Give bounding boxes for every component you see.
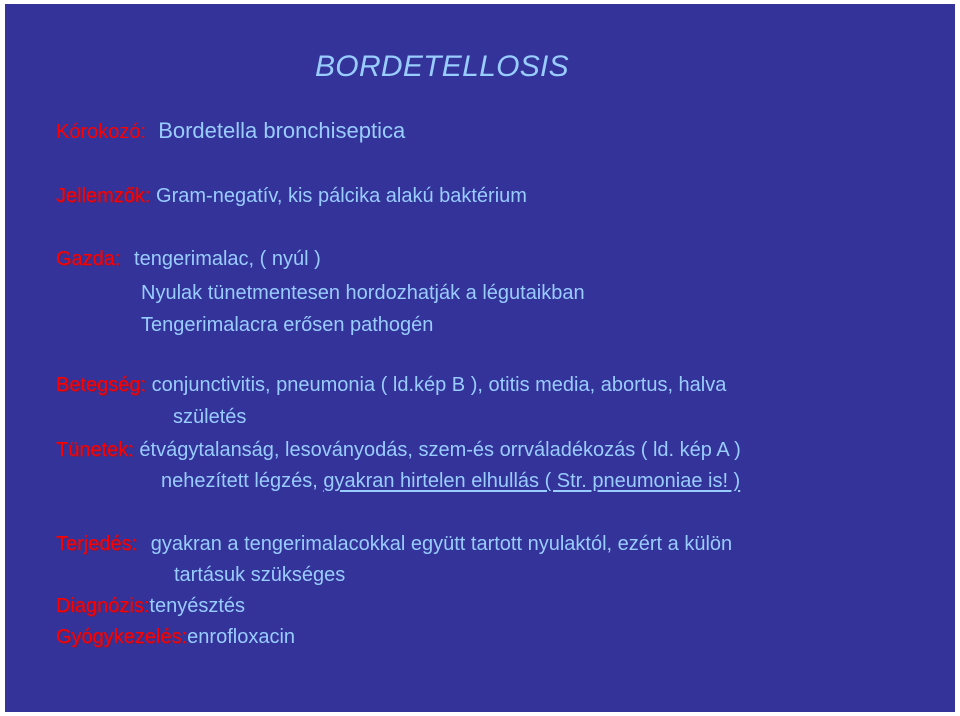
gyogykezeles-line <box>56 627 295 647</box>
betegseg-value: conjunctivitis, pneumonia ( ld.kép B ), otitis media, abortus, halva <box>151 374 727 396</box>
gazda-value: tengerimalac, ( nyúl ) <box>134 248 321 270</box>
gazda-line <box>56 249 321 269</box>
betegseg-line <box>56 375 726 395</box>
gyogykezeles-label: Gyógykezelés: <box>56 626 188 648</box>
tunetek-line <box>56 440 741 460</box>
terjedes-line-2: tartásuk szükséges <box>174 564 346 586</box>
gyogykezeles-value: enrofloxacin <box>187 626 296 648</box>
terjedes-label: Terjedés: <box>56 533 138 555</box>
gazda-line-3: Tengerimalacra erősen pathogén <box>141 314 434 336</box>
korokozo-value: Bordetella bronchiseptica <box>158 118 406 143</box>
korokozo-label: Kórokozó: <box>56 121 147 143</box>
betegseg-line-2: születés <box>173 406 247 428</box>
jellemzok-label: Jellemzők: <box>56 185 151 207</box>
tunetek-label: Tünetek: <box>56 439 134 461</box>
diagnozis-line <box>56 596 245 616</box>
gazda-label: Gazda: <box>56 248 121 270</box>
tunetek-line-2 <box>161 471 740 491</box>
gazda-line-2: Nyulak tünetmentesen hordozhatják a légutaikban <box>141 282 585 304</box>
tunetek-line-2-plain: nehezített légzés, <box>161 470 324 492</box>
jellemzok-value: Gram-negatív, kis pálcika alakú baktérium <box>156 185 527 207</box>
slide <box>5 4 955 712</box>
jellemzok-line <box>56 186 527 206</box>
betegseg-label: Betegség: <box>56 374 147 396</box>
korokozo-line <box>56 120 405 142</box>
terjedes-value: gyakran a tengerimalacokkal együtt tartott nyulaktól, ezért a külön <box>150 533 733 555</box>
tunetek-value: étvágytalanság, lesoványodás, szem-és orrváladékozás ( ld. kép A ) <box>139 439 741 461</box>
diagnozis-value: tenyésztés <box>149 595 245 617</box>
terjedes-line <box>56 534 732 554</box>
diagnozis-label: Diagnózis: <box>56 595 150 617</box>
tunetek-line-2-underlined: gyakran hirtelen elhullás ( Str. pneumoniae is! ) <box>323 470 741 492</box>
slide-title: BORDETELLOSIS <box>315 50 569 83</box>
